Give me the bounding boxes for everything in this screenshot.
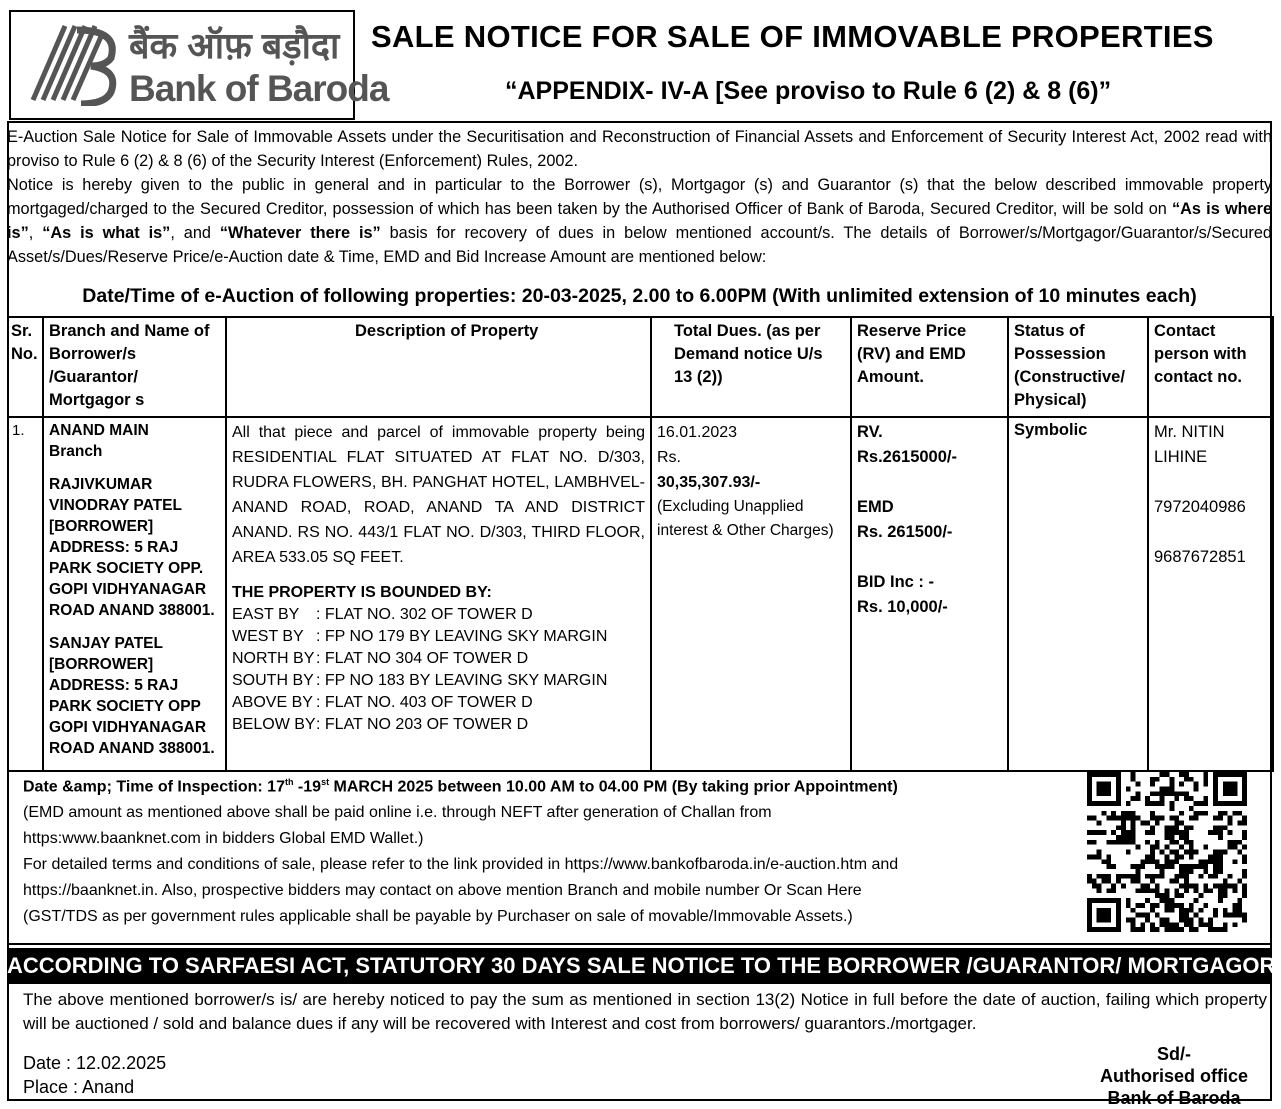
cell-status: Symbolic xyxy=(1008,417,1148,771)
header-status: Status of Possession (Constructive/ Physical) xyxy=(1008,317,1148,417)
inspection-line-4: For detailed terms and conditions of sale, please refer to the link provided in https://www.bankofbaroda.in/e-auction.htm and xyxy=(23,856,899,874)
cell-reserve xyxy=(851,417,1008,771)
header-contact: Contact person with contact no. xyxy=(1148,317,1273,417)
dues-date: 16.01.2023 xyxy=(657,424,738,441)
bank-of-baroda-logo-icon xyxy=(25,20,121,106)
emd-value: Rs. 261500/- xyxy=(857,523,953,541)
boundary-value: : FLAT NO 203 OF TOWER D xyxy=(316,716,529,733)
header-sr: Sr. No. xyxy=(8,317,43,417)
boundary-row xyxy=(232,626,645,648)
sale-notice-page xyxy=(7,7,1276,1108)
boundary-value: : FLAT NO 304 OF TOWER D xyxy=(316,650,529,667)
boundary-row xyxy=(232,604,645,626)
boundary-side: WEST BY xyxy=(232,628,304,645)
borrower-2: SANJAY PATEL [BORROWER] ADDRESS: 5 RAJ PARK SOCIETY OPP GOPI VIDHYANAGAR ROAD ANAND 388001. xyxy=(49,635,215,757)
header-branch: Branch and Name of Borrower/s /Guarantor/ Mortgagor s xyxy=(43,317,226,417)
rv-value: Rs.2615000/- xyxy=(857,448,957,466)
boundary-row xyxy=(232,670,645,692)
bounded-title: THE PROPERTY IS BOUNDED BY: xyxy=(232,584,492,601)
bank-logo xyxy=(9,10,389,120)
boundary-value: : FLAT NO. 403 OF TOWER D xyxy=(316,694,533,711)
rv-label: RV. xyxy=(857,423,883,441)
header-reserve: Reserve Price (RV) and EMD Amount. xyxy=(851,317,1008,417)
inspection-date-line: Date &amp; Time of Inspection: 17th -19st MARCH 2025 between 10.00 AM to 04.00 PM (By taking prior Appointment) xyxy=(23,777,898,796)
page-subtitle: “APPENDIX- IV-A [See proviso to Rule 6 (2) & 8 (6)” xyxy=(505,77,1112,105)
bid-value: Rs. 10,000/- xyxy=(857,598,948,616)
boundary-value: : FP NO 183 BY LEAVING SKY MARGIN xyxy=(316,672,608,689)
borrower-1: RAJIVKUMAR VINODRAY PATEL [BORROWER] ADDRESS: 5 RAJ PARK SOCIETY OPP. GOPI VIDHYANAGAR ROAD ANAND 388001. xyxy=(49,476,215,619)
cell-description xyxy=(226,417,651,771)
cell-contact xyxy=(1148,417,1273,771)
qr-code-icon[interactable] xyxy=(1087,772,1247,932)
header-description: Description of Property xyxy=(226,317,651,417)
header-dues: Total Dues. (as per Demand notice U/s 13 (2)) xyxy=(651,317,851,417)
dues-rs: Rs. xyxy=(657,449,681,466)
property-table xyxy=(7,316,1274,772)
boundary-side: ABOVE BY xyxy=(232,694,313,711)
inspection-line-3: https:www.baanknet.com in bidders Global EMD Wallet.) xyxy=(23,830,424,848)
cell-sr: 1. xyxy=(8,417,43,771)
date-place-block xyxy=(23,1051,166,1099)
boundary-value: : FP NO 179 BY LEAVING SKY MARGIN xyxy=(316,628,608,645)
logo-english-text: Bank of Baroda xyxy=(129,68,389,109)
auction-date-line: Date/Time of e-Auction of following properties: 20-03-2025, 2.00 to 6.00PM (With unlimited extension of 10 minutes each) xyxy=(82,285,1197,307)
intro-section xyxy=(7,125,1272,269)
contact-phone-2: 9687672851 xyxy=(1154,548,1246,566)
page-title: SALE NOTICE FOR SALE OF IMMOVABLE PROPERTIES xyxy=(371,19,1214,54)
boundary-row xyxy=(232,692,645,714)
inspection-line-2: (EMD amount as mentioned above shall be paid online i.e. through NEFT after generation of Challan from xyxy=(23,804,772,822)
branch-name: ANAND MAIN xyxy=(49,422,149,439)
boundary-value: : FLAT NO. 302 OF TOWER D xyxy=(316,606,533,623)
branch-word: Branch xyxy=(49,443,103,460)
boundary-row xyxy=(232,714,645,736)
boundary-row xyxy=(232,648,645,670)
boundary-side: NORTH BY xyxy=(232,650,315,667)
logo-hindi-text: बैंक ऑफ़ बड़ौदा xyxy=(129,25,340,66)
contact-phone-1: 7972040986 xyxy=(1154,498,1246,516)
boundary-list xyxy=(232,604,645,736)
boundary-side: EAST BY xyxy=(232,606,300,623)
signature-title: Authorised office xyxy=(1099,1066,1248,1086)
notice-place: Place : Anand xyxy=(23,1077,135,1097)
notice-header xyxy=(7,7,1272,121)
boundary-side: SOUTH BY xyxy=(232,672,314,689)
divider xyxy=(7,121,1272,123)
bid-label: BID Inc : - xyxy=(857,573,934,591)
sarfaesi-banner: ACCORDING TO SARFAESI ACT, STATUTORY 30 DAYS SALE NOTICE TO THE BORROWER /GUARANTOR/ MORTGAGOR xyxy=(7,948,1272,984)
divider xyxy=(7,943,1272,945)
notice-date: Date : 12.02.2025 xyxy=(23,1053,167,1073)
cell-dues xyxy=(651,417,851,771)
emd-label: EMD xyxy=(857,498,894,516)
signature-block xyxy=(1100,1043,1248,1109)
inspection-line-5: https://baanknet.in. Also, prospective bidders may contact on above mention Branch and mobile number Or Scan Here xyxy=(23,882,862,900)
signature-bank: Bank of Baroda xyxy=(1107,1088,1241,1108)
footer-notice-text: The above mentioned borrower/s is/ are hereby noticed to pay the sum as mentioned in section 13(2) Notice in full before the date of auction, failing which property will be auctioned / sold and balance dues if any will be recovered with Interest and cost from borrowers/ guarantors./mortgager. xyxy=(23,990,1267,1033)
table-header-row xyxy=(8,317,1273,417)
intro-paragraph-2: Notice is hereby given to the public in general and in particular to the Borrower (s), Mortgagor (s) and Guarantor (s) that the below described immovable property mortgaged/charged to the Secured Creditor, possession of which has been taken by the Authorised Officer of Bank of Baroda, Secured Creditor, will be sold on “As is where is”, “As is what is”, and “Whatever there is” basis for recovery of dues in below mentioned account/s. The details of Borrower/s/Mortgagor/Guarantor/s/Secured Asset/s/Dues/Reserve Price/e-Auction date & Time, EMD and Bid Increase Amount are mentioned below: xyxy=(7,176,1272,266)
table-row xyxy=(8,417,1273,771)
cell-branch xyxy=(43,417,226,771)
contact-name: Mr. NITIN LIHINE xyxy=(1154,423,1225,466)
signature-sd: Sd/- xyxy=(1156,1044,1191,1064)
inspection-section xyxy=(23,769,1033,930)
inspection-line-6: (GST/TDS as per government rules applicable shall be payable by Purchaser on sale of movable/Immovable Assets.) xyxy=(23,908,853,926)
property-description: All that piece and parcel of immovable property being RESIDENTIAL FLAT SITUATED AT FLAT NO. D/303, RUDRA FLOWERS, BH. PANGHAT HOTEL, LAMBHVEL- ANAND ROAD, ROAD, ANAND TA AND DISTRICT ANAND. RS NO. 443/1 FLAT NO. D/303, THIRD FLOOR, AREA 533.05 SQ FEET. xyxy=(232,424,645,566)
dues-note: (Excluding Unapplied interest & Other Charges) xyxy=(657,498,834,539)
boundary-side: BELOW BY xyxy=(232,716,316,733)
intro-paragraph-1: E-Auction Sale Notice for Sale of Immovable Assets under the Securitisation and Reconstruction of Financial Assets and Enforcement of Security Interest Act, 2002 read with proviso to Rule 6 (2) & 8 (6) of the Security Interest (Enforcement) Rules, 2002. xyxy=(7,128,1272,170)
dues-amount: 30,35,307.93/- xyxy=(657,474,761,491)
